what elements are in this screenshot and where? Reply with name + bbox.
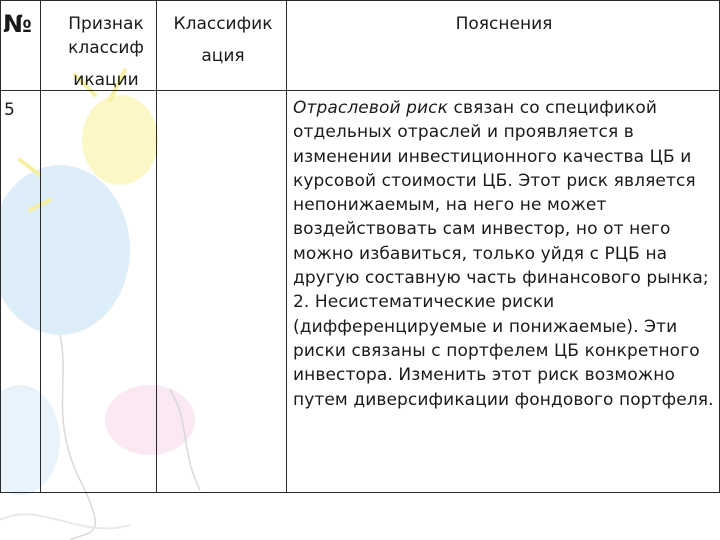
col-divider-3 <box>286 0 287 493</box>
industry-risk-text: связан со спецификой отдельных отраслей и проявляется в изменении инвестиционного качества ЦБ и курсовой стоимости ЦБ. Этот риск является непонижаемым, на него не может воздействовать сам инвестор, но от него можно избавиться, только уйдя с РЦБ на другую составную часть финансового рынка; <box>293 98 709 289</box>
row-number: 5 <box>4 100 15 120</box>
explanation-paragraph-1 <box>293 96 717 290</box>
header-sign-line2: классиф <box>68 38 144 58</box>
col-divider-1 <box>40 0 41 493</box>
header-classification-sign <box>54 12 158 92</box>
header-explanations: Пояснения <box>455 14 553 34</box>
header-class-line1: Классифик <box>173 14 273 34</box>
header-sign-line3: икации <box>73 70 139 90</box>
row-explanation <box>293 96 717 412</box>
table-border-top <box>0 0 720 1</box>
header-class-line2: ация <box>201 46 245 66</box>
explanation-paragraph-2: 2. Несистематические риски (дифференцируемые и понижаемые). Эти риски связаны с портфелем ЦБ конкретного инвестора. Изменить этот риск возможно путем диверсификации фондового портфеля. <box>293 292 714 410</box>
table-border-bottom <box>0 492 720 493</box>
header-number: № <box>3 10 31 38</box>
table-border-left <box>0 0 1 493</box>
industry-risk-term: Отраслевой риск <box>293 98 448 118</box>
header-sign-line1: Признак <box>68 14 144 34</box>
header-classification <box>162 12 284 68</box>
swirl-decoration <box>0 514 130 528</box>
